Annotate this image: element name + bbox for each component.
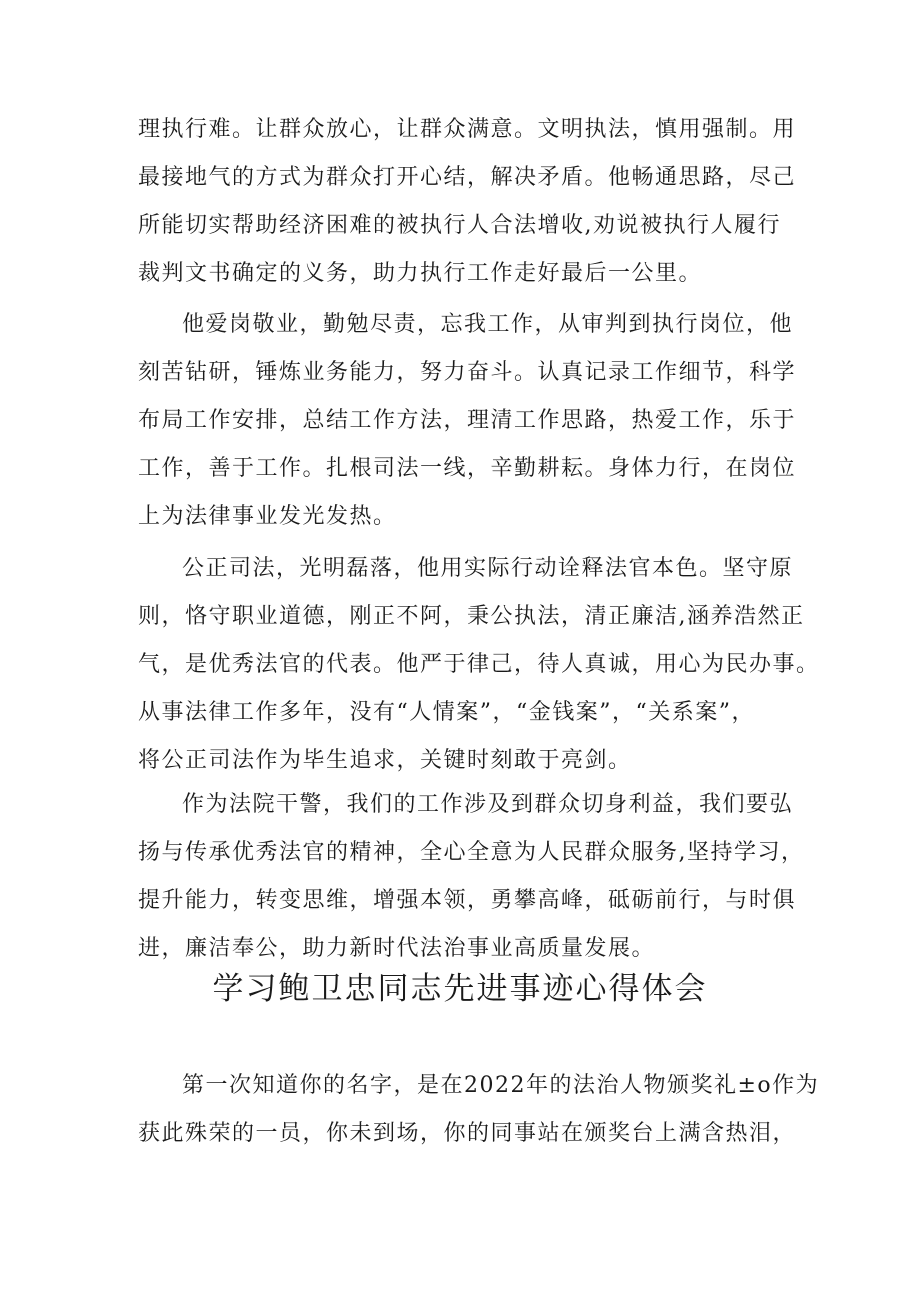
paragraph-line: 裁判文书确定的义务，助力执行工作走好最后一公里。	[138, 261, 703, 286]
intro-paragraph	[138, 1062, 820, 1158]
paragraph-line: 从事法律工作多年，没有“人情案”，“金钱案”，“关系案”，	[138, 700, 755, 725]
paragraph-line: 上为法律事业发光发热。	[138, 504, 397, 529]
paragraph-line: 所能切实帮助经济困难的被执行人合法增收,劝说被执行人履行	[138, 213, 781, 238]
paragraph-4	[138, 781, 805, 973]
paragraph-line: 扬与传承优秀法官的精神，全心全意为人民群众服务,坚持学习，	[138, 840, 805, 865]
paragraph-line: 第一次知道你的名字，是在2022年的法治人物颁奖礼±o作为	[182, 1073, 820, 1098]
paragraph-line: 将公正司法作为毕生追求，关键时刻敢于亮剑。	[138, 748, 632, 773]
paragraph-line: 进，廉洁奉公，助力新时代法治事业高质量发展。	[138, 936, 656, 961]
paragraph-line: 刻苦钻研，锤炼业务能力，努力奋斗。认真记录工作细节，科学	[138, 360, 797, 385]
paragraph-line: 作为法院干警，我们的工作涉及到群众切身利益，我们要弘	[182, 792, 794, 817]
paragraph-line: 气，是优秀法官的代表。他严于律己，待人真诚，用心为民办事。	[138, 652, 820, 677]
paragraph-line: 他爱岗敬业，勤勉尽责，忘我工作，从审判到执行岗位，他	[182, 312, 794, 337]
article-title: 学习鲍卫忠同志先进事迹心得体会	[212, 971, 708, 1007]
paragraph-3	[138, 545, 820, 785]
paragraph-2	[138, 301, 798, 541]
paragraph-line: 提升能力，转变思维，增强本领，勇攀高峰，砥砺前行，与时俱	[138, 888, 797, 913]
paragraph-line: 公正司法，光明磊落，他用实际行动诠释法官本色。坚守原	[182, 556, 794, 581]
paragraph-line: 工作，善于工作。扎根司法一线，辛勤耕耘。身体力行，在岗位	[138, 456, 797, 481]
paragraph-1	[138, 106, 798, 298]
paragraph-line: 理执行难。让群众放心，让群众满意。文明执法，慎用强制。用	[138, 117, 797, 142]
paragraph-line: 布局工作安排，总结工作方法，理清工作思路，热爱工作，乐于	[138, 408, 797, 433]
paragraph-line: 获此殊荣的一员，你未到场，你的同事站在颁奖台上满含热泪，	[138, 1121, 797, 1146]
paragraph-line: 则，恪守职业道德，刚正不阿，秉公执法，清正廉洁,涵养浩然正	[138, 604, 805, 629]
paragraph-line: 最接地气的方式为群众打开心结，解决矛盾。他畅通思路，尽己	[138, 165, 797, 190]
